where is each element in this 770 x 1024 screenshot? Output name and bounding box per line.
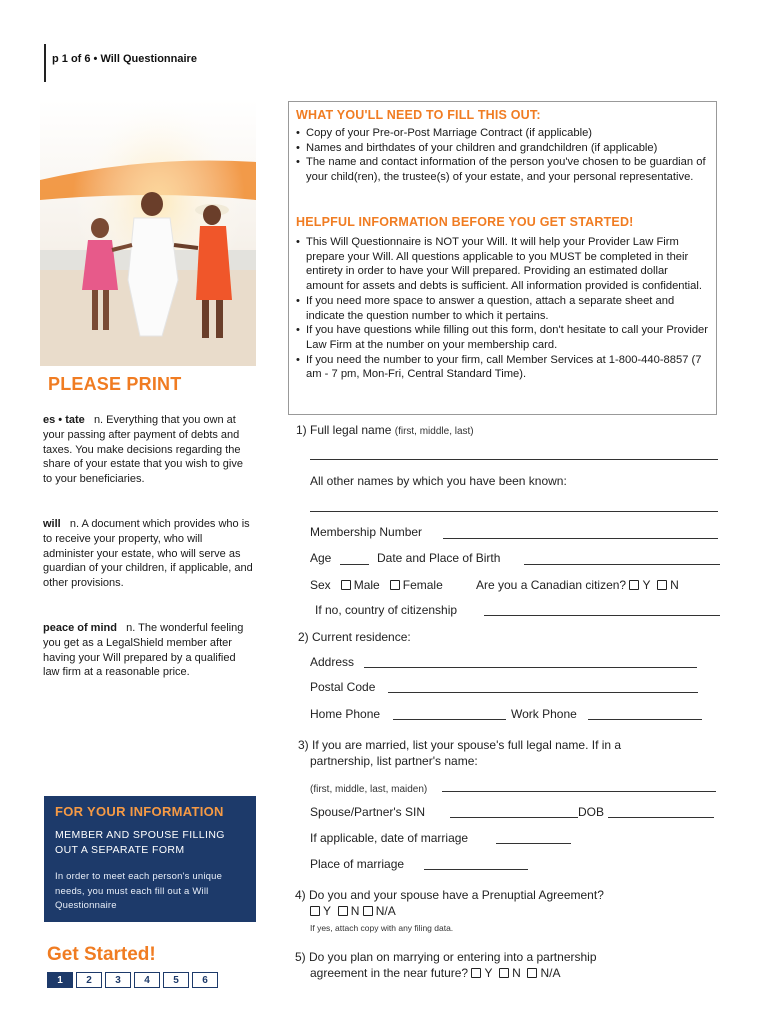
age-label: Age — [310, 551, 332, 565]
other-names-label: All other names by which you have been known: — [310, 474, 567, 488]
address-field[interactable] — [364, 667, 697, 668]
beach-photo — [40, 100, 256, 366]
helpful-list — [296, 235, 708, 382]
citizenship-field[interactable] — [484, 615, 720, 616]
age-field[interactable] — [340, 564, 369, 565]
definition-term: peace of mind — [43, 622, 117, 634]
future-yes-label: Y — [484, 966, 493, 980]
work-phone-label: Work Phone — [511, 707, 577, 721]
citizen-question: Are you a Canadian citizen? — [476, 578, 627, 592]
sex-row — [310, 578, 443, 592]
future-na-label: N/A — [540, 966, 561, 980]
q3-line1: 3) If you are married, list your spouse's full legal name. If in a — [298, 738, 622, 752]
future-no-checkbox[interactable] — [499, 968, 509, 978]
prenup-yes-label: Y — [323, 904, 332, 918]
address-label: Address — [310, 655, 355, 669]
citizenship-label: If no, country of citizenship — [315, 603, 458, 617]
home-phone-field[interactable] — [393, 719, 506, 720]
q3-line2: partnership, list partner's name: — [310, 754, 478, 768]
definition-text: n. The wonderful feeling you get as a LegalShield member after having your Will prepared by a qualified law firm at a reasonable price. — [43, 622, 244, 679]
marriage-date-field[interactable] — [496, 843, 571, 844]
full-name-field[interactable] — [310, 459, 718, 460]
q1-hint: (first, middle, last) — [394, 426, 474, 437]
future-na-checkbox[interactable] — [527, 968, 537, 978]
membership-field[interactable] — [443, 538, 718, 539]
prenup-yes-checkbox[interactable] — [310, 906, 320, 916]
marriage-place-field[interactable] — [424, 869, 528, 870]
prenup-na-checkbox[interactable] — [363, 906, 373, 916]
postal-code-field[interactable] — [388, 692, 698, 693]
sin-label: Spouse/Partner's SIN — [310, 805, 426, 819]
q1-label — [296, 423, 474, 437]
q1-text: 1) Full legal name — [296, 423, 392, 437]
female-checkbox[interactable] — [390, 580, 400, 590]
info-box-subtitle: MEMBER AND SPOUSE FILLING OUT A SEPARATE FORM — [55, 829, 225, 856]
dob-label: DOB — [578, 805, 605, 819]
page-label: p 1 of 6 • Will Questionnaire — [52, 53, 197, 65]
birth-date-place-field[interactable] — [524, 564, 720, 565]
page-steps — [47, 972, 221, 988]
definition-term: es • tate — [43, 414, 85, 426]
q5-line2 — [310, 966, 561, 980]
helpful-item: • If you have questions while filling out this form, don't hesitate to call your Provider Law Firm at the number on your membership card. — [296, 323, 708, 352]
step-3[interactable]: 3 — [105, 972, 131, 988]
helpful-item: • This Will Questionnaire is NOT your Will. It will help your Provider Law Firm prepare your Will. All questions applicable to you MUST be completed in their entirety in order to have your Will prepared. Providing an estimated dollar amount for assets and debts is sufficient. All information provided is confidential. — [296, 235, 708, 294]
citizen-row — [476, 578, 679, 592]
info-box-text: In order to meet each person's unique needs, you must each fill out a Will Questionnaire — [55, 871, 223, 911]
step-2[interactable]: 2 — [76, 972, 102, 988]
needs-item: • Names and birthdates of your children and grandchildren (if applicable) — [296, 141, 708, 156]
other-names-field[interactable] — [310, 511, 718, 512]
q4-note: If yes, attach copy with any filing data. — [310, 923, 454, 933]
marriage-place-label: Place of marriage — [310, 857, 405, 871]
step-5[interactable]: 5 — [163, 972, 189, 988]
sin-field[interactable] — [450, 817, 578, 818]
needs-item: • The name and contact information of the person you've chosen to be guardian of your child(ren), the trustee(s) of your estate, and your personal representative. — [296, 155, 708, 184]
helpful-title: HELPFUL INFORMATION BEFORE YOU GET STARTED! — [296, 215, 634, 229]
q4-options — [310, 904, 396, 918]
citizen-yes-checkbox[interactable] — [629, 580, 639, 590]
spouse-name-field[interactable] — [442, 791, 716, 792]
birth-date-place-label: Date and Place of Birth — [377, 551, 501, 565]
prenup-no-checkbox[interactable] — [338, 906, 348, 916]
dob-field[interactable] — [608, 817, 714, 818]
marriage-date-label: If applicable, date of marriage — [310, 831, 469, 845]
definition-text: n. A document which provides who is to receive your property, who will administer your estate, who will serve as guardian of your children, if applicable, and other provisions. — [43, 518, 253, 590]
definition-estate — [43, 413, 253, 487]
prenup-na-label: N/A — [375, 904, 396, 918]
q5-line2-text: agreement in the near future? — [310, 966, 469, 980]
q4-label: 4) Do you and your spouse have a Prenuptial Agreement? — [295, 888, 604, 902]
future-yes-checkbox[interactable] — [471, 968, 481, 978]
needs-list — [296, 126, 708, 185]
citizen-yes-label: Y — [642, 578, 651, 592]
helpful-item: • If you need the number to your firm, call Member Services at 1-800-440-8857 (7 am - 7 pm, Mon-Fri, Central Standard Time). — [296, 353, 708, 382]
info-box — [44, 796, 256, 922]
step-1[interactable]: 1 — [47, 972, 73, 988]
definition-will — [43, 517, 253, 591]
postal-code-label: Postal Code — [310, 680, 376, 694]
membership-label: Membership Number — [310, 525, 423, 539]
helpful-item: • If you need more space to answer a question, attach a separate sheet and indicate the question number to which it pertains. — [296, 294, 708, 323]
q5-line1: 5) Do you plan on marrying or entering into a partnership — [295, 950, 597, 964]
male-label: Male — [353, 578, 380, 592]
work-phone-field[interactable] — [588, 719, 702, 720]
get-started-heading: Get Started! — [47, 944, 156, 965]
definition-peace-of-mind — [43, 621, 253, 680]
male-checkbox[interactable] — [341, 580, 351, 590]
sex-label: Sex — [310, 578, 331, 592]
female-label: Female — [402, 578, 443, 592]
step-6[interactable]: 6 — [192, 972, 218, 988]
definition-term: will — [43, 518, 61, 530]
q3-hint — [310, 781, 427, 795]
q3-hint-text: (first, middle, last, maiden) — [310, 784, 428, 795]
please-print-heading: PLEASE PRINT — [48, 374, 182, 394]
step-4[interactable]: 4 — [134, 972, 160, 988]
definition-text: n. Everything that you own at your passing after payment of debts and taxes. You make decisions regarding the share of your estate that you wish to give to your beneficiaries. — [43, 414, 243, 486]
needs-title: WHAT YOU'LL NEED TO FILL THIS OUT: — [296, 108, 541, 122]
header-rule — [44, 44, 46, 82]
info-box-title: FOR YOUR INFORMATION — [55, 804, 224, 819]
future-no-label: N — [512, 966, 521, 980]
prenup-no-label: N — [350, 904, 360, 918]
needs-item: • Copy of your Pre-or-Post Marriage Contract (if applicable) — [296, 126, 708, 141]
citizen-no-checkbox[interactable] — [657, 580, 667, 590]
q2-label: 2) Current residence: — [298, 630, 411, 644]
citizen-no-label: N — [670, 578, 679, 592]
home-phone-label: Home Phone — [310, 707, 381, 721]
